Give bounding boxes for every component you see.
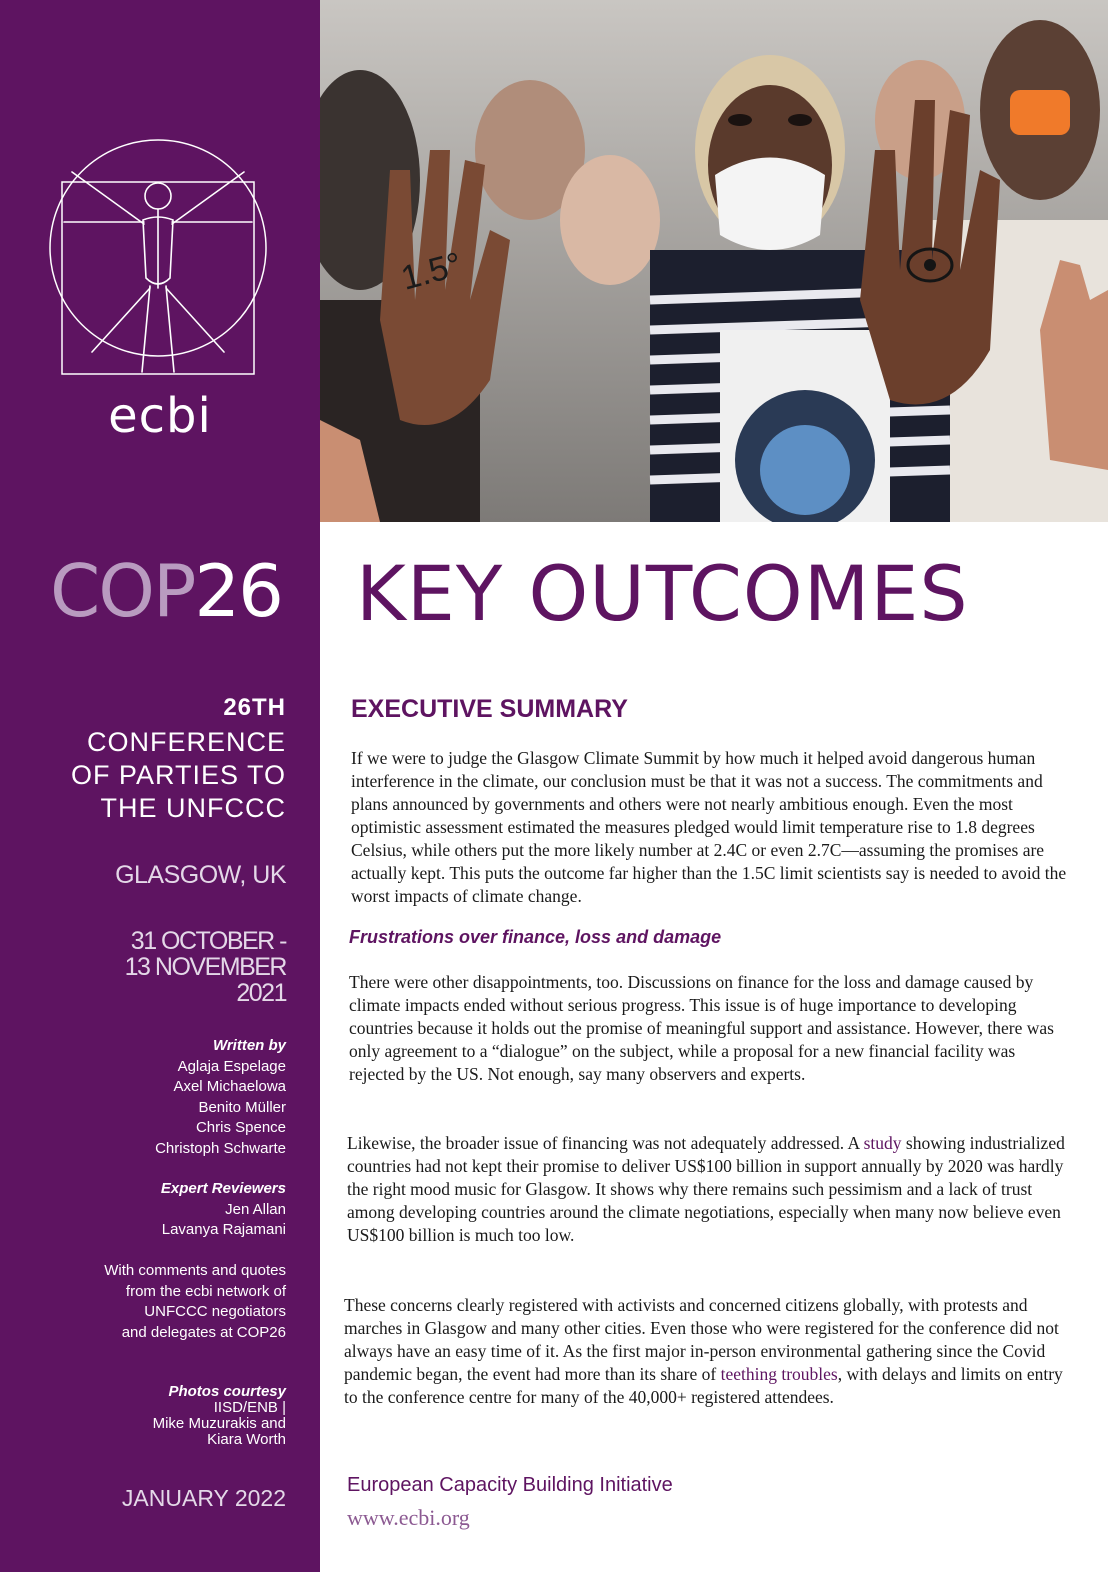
cop26-title (50, 549, 282, 633)
sidebar (0, 0, 320, 1572)
ecbi-logo-text: ecbi (108, 388, 212, 444)
paragraph-4-text: , with delays and limits on entry to the conference centre for many of the 40,000+ registered attendees. (344, 1364, 1063, 1407)
author: Christoph Schwarte (155, 1139, 286, 1157)
date-line: 13 NOVEMBER (124, 953, 286, 981)
paragraph-3-text: Likewise, the broader issue of financing was not adequately addressed. A (347, 1133, 864, 1153)
comments-line: from the ecbi network of (125, 1282, 286, 1300)
photos-label: Photos courtesy (168, 1383, 286, 1400)
conference-number: 26TH (223, 694, 286, 721)
publication-date: JANUARY 2022 (121, 1485, 286, 1511)
date-line: 31 OCTOBER - (130, 927, 286, 955)
subheading: Frustrations over finance, loss and damage (349, 927, 722, 947)
date-line: 2021 (236, 979, 286, 1007)
authors-block (155, 1036, 286, 1159)
paragraph-1: If we were to judge the Glasgow Climate Summit by how much it helped avoid dangerous human interference in the climate, our conclusion must be that it was not a success. The commitments and plans announced by governments and others were not nearly ambitious enough. Even the most optimistic assessment estimated the measures pledged would limit temperature rise to 1.8 degrees Celsius, while others put the more likely number at 2.4C or even 2.7C—assuming the promises are actually kept. This puts the outcome far higher than the 1.5C limit scientists say is needed to avoid the worst impacts of climate change. (351, 748, 1067, 906)
section-heading: EXECUTIVE SUMMARY (351, 695, 628, 723)
cop-number: 26 (194, 549, 282, 633)
footer-url-link[interactable]: www.ecbi.org (347, 1505, 470, 1530)
paragraph-3-text: showing industrialized countries had not kept their promise to deliver US$100 billion in support annually by 2020 was hardly the right mood music for Glasgow. It shows why there remains such pessimism and a lack of trust among developing countries around the climate negotiations, especially when many now believe even US$100 billion is much too low. (347, 1133, 1065, 1245)
location: GLASGOW, UK (115, 861, 286, 889)
photo-credits-block (153, 1384, 286, 1448)
written-by-label: Written by (212, 1037, 286, 1054)
study-link[interactable]: study (863, 1133, 902, 1153)
comments-block (104, 1261, 286, 1343)
conference-line: CONFERENCE (86, 727, 286, 757)
svg-text:1.5°: 1.5° (397, 245, 466, 298)
photo-credit: IISD/ENB | (213, 1399, 286, 1416)
teething-troubles-link[interactable]: teething troubles (720, 1364, 838, 1384)
comments-line: and delegates at COP26 (121, 1323, 286, 1341)
paragraph-3 (347, 1132, 1067, 1247)
footer-organization: European Capacity Building Initiative (347, 1474, 673, 1496)
photo-credit: Mike Muzurakis and (152, 1415, 286, 1432)
protest-photo-illustration (320, 0, 1108, 522)
conference-dates (125, 928, 286, 1006)
paragraph-4 (344, 1294, 1068, 1409)
conference-title (71, 726, 286, 825)
paragraph-2: There were other disappointments, too. Discussions on finance for the loss and damage caused by climate impacts ended without serious progress. This issue is of huge importance to developing countries because it holds out the promise of meaningful support and assistance. However, there was only agreement to a “dialogue” on the subject, while a proposal for a new financial facility was rejected by the US. Not enough, say many observers and experts. (349, 972, 1054, 1084)
paragraph-4-text: These concerns clearly registered with activists and concerned citizens globally, with protests and marches in Glasgow and many other cities. Even those who were registered for the conference did not always have an easy time of it. As the first major in-person environmental gathering since the Covid pandemic began, the event had more than its share of (344, 1295, 1059, 1384)
author: Chris Spence (195, 1119, 286, 1136)
conference-line: THE UNFCCC (100, 793, 286, 823)
reviewer: Lavanya Rajamani (161, 1221, 286, 1238)
cop-prefix: COP (50, 549, 195, 633)
reviewers-label: Expert Reviewers (160, 1180, 286, 1197)
comments-line: UNFCCC negotiators (144, 1303, 286, 1320)
page-title: KEY OUTCOMES (356, 549, 969, 638)
photo-credit: Kiara Worth (207, 1431, 286, 1448)
author: Axel Michaelowa (173, 1078, 286, 1095)
author: Benito Müller (198, 1098, 286, 1116)
reviewers-block (161, 1179, 286, 1241)
author: Aglaja Espelage (177, 1057, 286, 1075)
conference-line: OF PARTIES TO (70, 760, 286, 790)
comments-line: With comments and quotes (104, 1262, 286, 1279)
cover-photo (320, 0, 1108, 522)
vitruvian-man-logo (38, 138, 278, 378)
reviewer: Jen Allan (225, 1200, 286, 1218)
